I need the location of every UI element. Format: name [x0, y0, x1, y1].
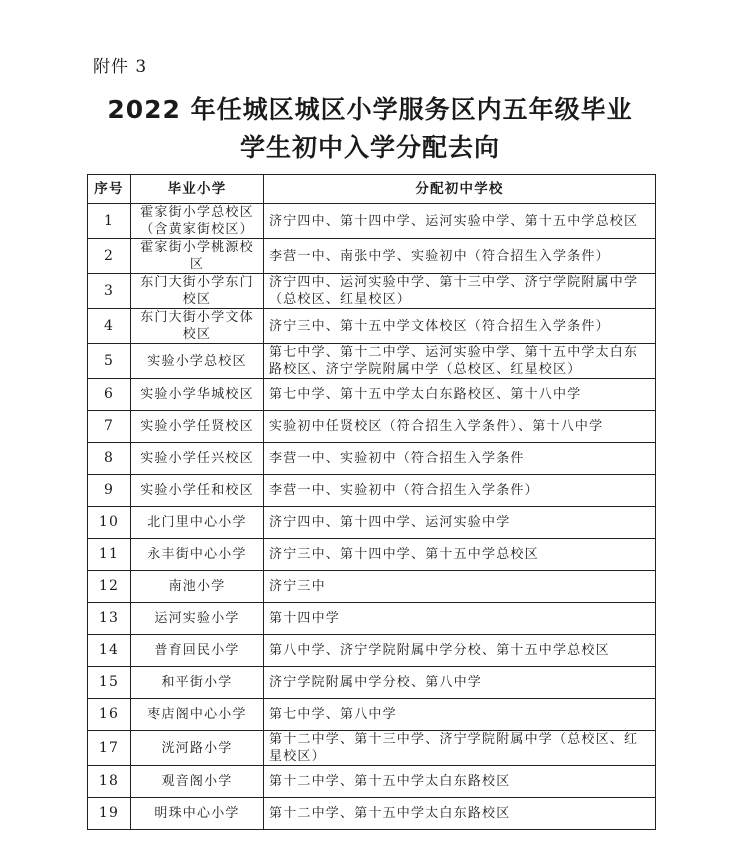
row-number: 3: [88, 274, 131, 309]
primary-school: 和平街小学: [131, 667, 264, 699]
primary-school: 观音阁小学: [131, 766, 264, 798]
assigned-middle-schools: 第七中学、第十二中学、运河实验中学、第十五中学太白东路校区、济宁学院附属中学（总校区、红星校区）: [264, 344, 656, 379]
assigned-middle-schools: 第十二中学、第十五中学太白东路校区: [264, 766, 656, 798]
primary-school: 永丰街中心小学: [131, 539, 264, 571]
assigned-middle-schools: 济宁学院附属中学分校、第八中学: [264, 667, 656, 699]
table-row: [88, 766, 656, 798]
assigned-middle-schools: 李营一中、南张中学、实验初中（符合招生入学条件）: [264, 239, 656, 274]
assigned-middle-schools: 济宁三中、第十四中学、第十五中学总校区: [264, 539, 656, 571]
primary-school: 洸河路小学: [131, 731, 264, 766]
table-row: [88, 603, 656, 635]
row-number: 4: [88, 309, 131, 344]
primary-school: 明珠中心小学: [131, 798, 264, 830]
assigned-middle-schools: 济宁四中、第十四中学、运河实验中学、第十五中学总校区: [264, 204, 656, 239]
primary-school: 枣店阁中心小学: [131, 699, 264, 731]
assigned-middle-schools: 第十二中学、第十五中学太白东路校区: [264, 798, 656, 830]
row-number: 8: [88, 443, 131, 475]
assigned-middle-schools: 济宁四中、第十四中学、运河实验中学: [264, 507, 656, 539]
assigned-middle-schools: 第八中学、济宁学院附属中学分校、第十五中学总校区: [264, 635, 656, 667]
row-number: 13: [88, 603, 131, 635]
table-row: [88, 443, 656, 475]
table-row: [88, 204, 656, 239]
row-number: 2: [88, 239, 131, 274]
row-number: 19: [88, 798, 131, 830]
assigned-middle-schools: 实验初中任贤校区（符合招生入学条件）、第十八中学: [264, 411, 656, 443]
annex-label: 附件 3: [93, 57, 148, 77]
allocation-table: [87, 174, 656, 830]
primary-school: 东门大街小学东门校区: [131, 274, 264, 309]
primary-school: 霍家街小学桃源校区: [131, 239, 264, 274]
row-number: 16: [88, 699, 131, 731]
row-number: 1: [88, 204, 131, 239]
primary-school: 实验小学总校区: [131, 344, 264, 379]
table-row: [88, 411, 656, 443]
primary-school: 实验小学华城校区: [131, 379, 264, 411]
table-row: [88, 635, 656, 667]
row-number: 9: [88, 475, 131, 507]
header-primary-school: 毕业小学: [131, 175, 264, 204]
primary-school: 运河实验小学: [131, 603, 264, 635]
primary-school: 实验小学任和校区: [131, 475, 264, 507]
table-row: [88, 507, 656, 539]
row-number: 14: [88, 635, 131, 667]
primary-school: 实验小学任贤校区: [131, 411, 264, 443]
header-serial-number: 序号: [88, 175, 131, 204]
table-row: [88, 475, 656, 507]
row-number: 6: [88, 379, 131, 411]
primary-school: 实验小学任兴校区: [131, 443, 264, 475]
table-row: [88, 309, 656, 344]
assigned-middle-schools: 第十二中学、第十三中学、济宁学院附属中学（总校区、红星校区）: [264, 731, 656, 766]
assigned-middle-schools: 第七中学、第八中学: [264, 699, 656, 731]
document-title-line-2: 学生初中入学分配去向: [239, 133, 500, 162]
table-row: [88, 699, 656, 731]
primary-school: 南池小学: [131, 571, 264, 603]
row-number: 18: [88, 766, 131, 798]
primary-school: 普育回民小学: [131, 635, 264, 667]
primary-school: 北门里中心小学: [131, 507, 264, 539]
row-number: 11: [88, 539, 131, 571]
table-row: [88, 274, 656, 309]
primary-school: 霍家街小学总校区（含黄家街校区）: [131, 204, 264, 239]
row-number: 17: [88, 731, 131, 766]
table-row: [88, 571, 656, 603]
table-row: [88, 379, 656, 411]
row-number: 12: [88, 571, 131, 603]
assigned-middle-schools: 第七中学、第十五中学太白东路校区、第十八中学: [264, 379, 656, 411]
table-row: [88, 539, 656, 571]
table-row: [88, 667, 656, 699]
assigned-middle-schools: 济宁三中: [264, 571, 656, 603]
table-row: [88, 344, 656, 379]
header-assigned-middle-school: 分配初中学校: [264, 175, 656, 204]
document-title-line-1: 2022 年任城区城区小学服务区内五年级毕业: [107, 95, 633, 124]
assigned-middle-schools: 李营一中、实验初中（符合招生入学条件）: [264, 475, 656, 507]
table-header-row: [88, 175, 656, 204]
primary-school: 东门大街小学文体校区: [131, 309, 264, 344]
row-number: 5: [88, 344, 131, 379]
row-number: 7: [88, 411, 131, 443]
assigned-middle-schools: 李营一中、实验初中（符合招生入学条件: [264, 443, 656, 475]
table-row: [88, 798, 656, 830]
table-row: [88, 239, 656, 274]
row-number: 10: [88, 507, 131, 539]
row-number: 15: [88, 667, 131, 699]
assigned-middle-schools: 第十四中学: [264, 603, 656, 635]
assigned-middle-schools: 济宁三中、第十五中学文体校区（符合招生入学条件）: [264, 309, 656, 344]
table-row: [88, 731, 656, 766]
assigned-middle-schools: 济宁四中、运河实验中学、第十三中学、济宁学院附属中学（总校区、红星校区）: [264, 274, 656, 309]
